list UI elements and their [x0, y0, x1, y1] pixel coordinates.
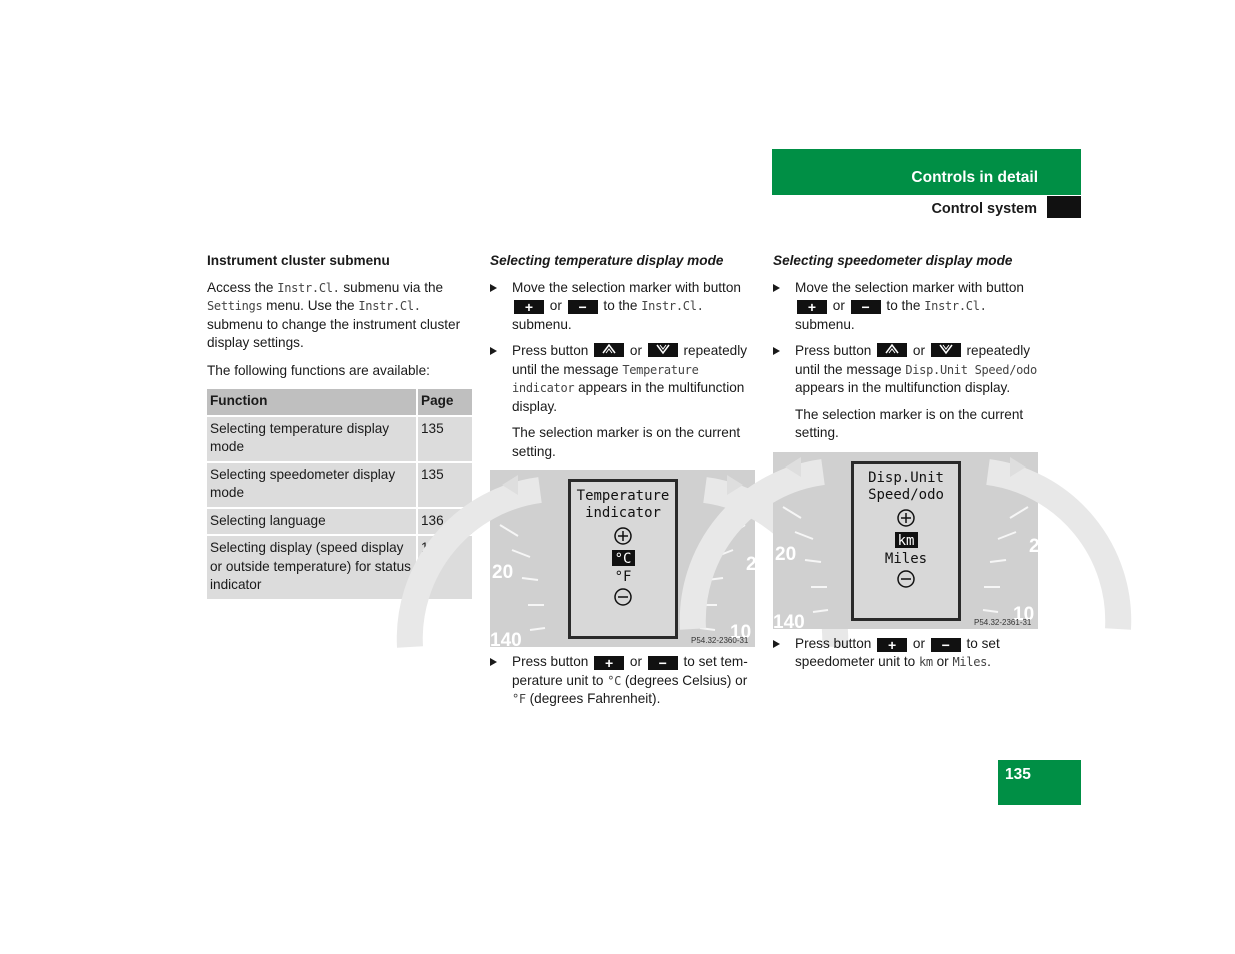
available-text: The following functions are available: — [207, 362, 430, 378]
step-text: or — [829, 298, 849, 313]
step-text: or — [909, 343, 929, 358]
intro-text: menu. Use the — [262, 298, 359, 313]
step-text: . — [987, 654, 991, 669]
step-text: to set speedometer unit to — [795, 635, 1000, 669]
figure-code: P54.32-2360-31 — [691, 636, 749, 645]
plus-button-icon: + — [514, 300, 544, 314]
bullet-triangle-icon — [490, 284, 497, 292]
page-cell: 135 — [416, 461, 472, 507]
plus-button-icon: + — [877, 638, 907, 652]
gauge-label: 20 — [492, 562, 514, 583]
page-number-tab — [998, 760, 1081, 805]
column-temperature — [490, 252, 755, 717]
step-text: Press button — [512, 654, 593, 669]
gauge-label: 10 — [730, 622, 752, 643]
display-message: °F — [512, 692, 526, 706]
subsection-marker — [1047, 196, 1081, 218]
step-text: Press button — [512, 343, 593, 358]
figure-code: P54.32-2361-31 — [974, 617, 1032, 627]
display-line: Speed/odo — [868, 486, 944, 503]
table-header-row — [207, 389, 472, 415]
display-message: Instr.Cl. — [358, 299, 421, 313]
page-cell: 135 — [416, 415, 472, 461]
plus-button-icon: + — [797, 300, 827, 314]
display-option: °F — [614, 569, 632, 585]
step-text: appears in the multifunction display. — [795, 380, 1011, 395]
function-cell: Selecting language — [207, 507, 416, 535]
step-text: to set tem-perature unit to — [512, 654, 748, 688]
display-option-selected: km — [897, 532, 915, 549]
function-cell: Selecting temperature display mode — [207, 415, 416, 461]
display-message: Miles — [952, 655, 988, 669]
up-button-icon — [877, 343, 907, 357]
step-text: appears in the multifunction display. — [512, 380, 745, 414]
section-header-bar — [772, 149, 1081, 195]
heading-temperature-mode: Selecting temperature display mode — [490, 253, 724, 268]
intro-paragraph — [207, 279, 472, 353]
bullet-triangle-icon — [773, 284, 780, 292]
display-message: Instr.Cl. — [641, 299, 704, 313]
step-set-unit — [773, 635, 1038, 672]
step-text: or — [932, 654, 953, 669]
step-text: submenu. — [512, 316, 572, 332]
plus-button-icon: + — [594, 656, 624, 670]
page-cell: 136 — [416, 534, 472, 599]
selection-note: The selection marker is on the current setting. — [512, 425, 741, 459]
step-text: Move the selection marker with button — [795, 279, 1024, 295]
section-title: Controls in detail — [911, 169, 1038, 186]
step-set-unit — [490, 653, 755, 709]
step-press-repeatedly — [490, 342, 755, 416]
heading-speedometer-mode: Selecting speedometer display mode — [773, 253, 1013, 268]
display-line: Temperature — [576, 488, 670, 504]
bullet-triangle-icon — [773, 347, 780, 355]
up-button-icon — [594, 343, 624, 357]
display-line: Disp.Unit — [868, 469, 944, 486]
display-message: Settings — [207, 299, 263, 313]
minus-button-icon: − — [648, 656, 678, 670]
display-message: Temperature indicator — [512, 362, 699, 395]
step-text: (degrees Celsius) or — [621, 672, 748, 688]
column-speedometer — [773, 252, 1038, 680]
step-text: to the — [599, 298, 642, 313]
step-text: repeatedly until the message — [512, 343, 748, 377]
step-text: submenu. — [795, 316, 855, 332]
display-message: Instr.Cl. — [924, 299, 987, 313]
display-option-selected: °C — [614, 551, 632, 567]
gauge-label: 2 — [1029, 535, 1040, 557]
step-text: repeatedly until the message — [795, 343, 1031, 377]
step-text: Move the selection marker with button — [512, 279, 741, 295]
minus-button-icon: − — [851, 300, 881, 314]
bullet-triangle-icon — [490, 658, 497, 666]
table-row — [207, 507, 472, 535]
intro-text: Access the — [207, 279, 278, 295]
step-text: Press button — [795, 635, 876, 651]
display-message: km — [918, 655, 933, 669]
column-header-page: Page — [416, 389, 472, 415]
display-message: °C — [607, 673, 622, 688]
down-button-icon — [648, 343, 678, 357]
step-press-repeatedly — [773, 342, 1038, 398]
speedometer-display-figure — [773, 452, 1040, 633]
step-text: or — [626, 654, 646, 669]
display-line: indicator — [585, 505, 661, 521]
step-text: or — [546, 298, 566, 313]
selection-note: The selection marker is on the current setting. — [795, 406, 1024, 440]
step-text: (degrees Fahrenheit). — [525, 691, 661, 706]
minus-button-icon: − — [931, 638, 961, 652]
gauge-label: 2 — [746, 554, 757, 575]
step-text: or — [626, 343, 646, 358]
function-cell: Selecting display (speed display or outside temperature) for status indicator — [207, 534, 416, 599]
page-cell: 136 — [416, 507, 472, 535]
subsection-title: Control system — [931, 201, 1037, 217]
bullet-triangle-icon — [490, 347, 497, 355]
bullet-triangle-icon — [773, 640, 780, 648]
minus-button-icon: − — [568, 300, 598, 314]
gauge-label: 20 — [775, 543, 797, 565]
step-text: to the — [882, 298, 925, 313]
display-option: Miles — [884, 550, 928, 567]
down-button-icon — [931, 343, 961, 357]
display-message: Disp.Unit Speed/odo — [905, 362, 1037, 377]
intro-text: submenu via the — [339, 279, 444, 295]
step-text: Press button — [795, 343, 876, 358]
step-text: or — [909, 635, 929, 651]
heading-instrument-cluster: Instrument cluster submenu — [207, 253, 390, 268]
step-move-marker — [773, 279, 1038, 335]
column-header-function: Function — [207, 389, 416, 415]
gauge-label: 140 — [490, 630, 522, 651]
gauge-label: 10 — [1013, 603, 1035, 625]
intro-text: submenu to change the instrument cluster display settings. — [207, 316, 461, 350]
step-move-marker — [490, 279, 755, 335]
gauge-label: 140 — [773, 611, 805, 633]
page-number: 135 — [1005, 766, 1031, 783]
table-row — [207, 461, 472, 507]
table-row — [207, 415, 472, 461]
function-cell: Selecting speedometer display mode — [207, 461, 416, 507]
display-message: Instr.Cl. — [277, 280, 340, 295]
